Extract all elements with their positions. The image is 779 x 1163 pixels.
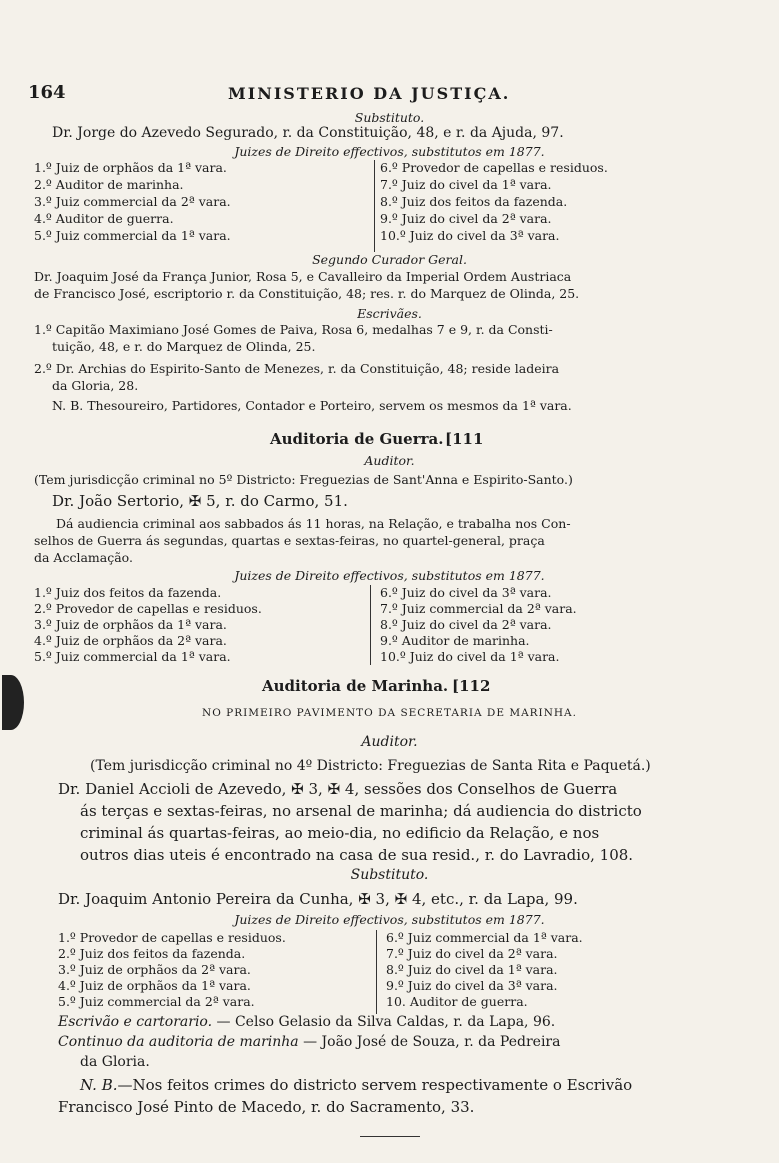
juiz-left: 1.º Provedor de capellas e residuos.	[58, 930, 286, 945]
marinha-substituto-heading: Substituto.	[350, 867, 429, 883]
escrivao-cartorario	[58, 1014, 555, 1030]
escrivao-line: da Gloria, 28.	[52, 378, 139, 393]
curador-line: de Francisco José, escriptorio r. da Constituição, 48; res. r. do Marquez de Olinda, 25.	[34, 286, 580, 301]
juizes-heading-1: Juizes de Direito effectivos, substitutos em 1877.	[234, 144, 545, 159]
guerra-auditor-line: Dr. João Sertorio, ✠ 5, r. do Carmo, 51.	[52, 492, 348, 510]
marinha-subtitle: NO PRIMEIRO PAVIMENTO DA SECRETARIA DE MARINHA.	[202, 707, 577, 719]
juiz-right: 6.º Provedor de capellas e residuos.	[380, 160, 608, 175]
continuo-line-2: da Gloria.	[80, 1054, 150, 1070]
nb-text: —Nos feitos crimes do districto servem respectivamente o Escrivão	[117, 1076, 633, 1094]
nb-note-1: N. B. Thesoureiro, Partidores, Contador e Porteiro, servem os mesmos da 1ª vara.	[52, 398, 572, 413]
marinha-jurisdiction: (Tem jurisdicção criminal no 4º Districto: Freguezias de Santa Rita e Paquetá.)	[90, 758, 651, 774]
marinha-ref: [112	[452, 677, 491, 695]
marinha-auditor-heading: Auditor.	[361, 734, 418, 750]
juiz-right: 7.º Juiz do civel da 1ª vara.	[380, 177, 552, 192]
juiz-right: 6.º Juiz do civel da 3ª vara.	[380, 585, 552, 600]
escrivao-label: Escrivão e cartorario.	[58, 1014, 213, 1030]
juiz-left: 5.º Juiz commercial da 1ª vara.	[34, 649, 231, 664]
curador-heading: Segundo Curador Geral.	[312, 252, 467, 267]
juiz-left: 4.º Auditor de guerra.	[34, 211, 174, 226]
juiz-left: 5.º Juiz commercial da 2ª vara.	[58, 994, 255, 1009]
juiz-right: 8.º Juiz dos feitos da fazenda.	[380, 194, 568, 209]
juiz-right: 8.º Juiz do civel da 2ª vara.	[380, 617, 552, 632]
column-divider-1	[374, 160, 375, 252]
marinha-auditor-line: outros dias uteis é encontrado na casa de sua resid., r. do Lavradio, 108.	[80, 846, 634, 864]
guerra-title: Auditoria de Guerra.	[270, 430, 444, 448]
column-divider-3	[376, 930, 377, 1014]
juiz-right: 10.º Juiz do civel da 1ª vara.	[380, 649, 560, 664]
continuo-value: — João José de Souza, r. da Pedreira	[303, 1034, 561, 1050]
juiz-left: 3.º Juiz de orphãos da 1ª vara.	[34, 617, 227, 632]
juiz-left: 2.º Provedor de capellas e residuos.	[34, 601, 262, 616]
guerra-audiencia-line: da Acclamação.	[34, 550, 133, 565]
marinha-substituto-line: Dr. Joaquim Antonio Pereira da Cunha, ✠ 3, ✠ 4, etc., r. da Lapa, 99.	[58, 890, 578, 908]
guerra-ref: [111	[445, 430, 484, 448]
juiz-left: 1.º Juiz dos feitos da fazenda.	[34, 585, 222, 600]
substituto-heading: Substituto.	[354, 110, 425, 125]
juiz-left: 3.º Juiz commercial da 2ª vara.	[34, 194, 231, 209]
nb-note-2	[80, 1076, 632, 1094]
continuo-line	[58, 1034, 560, 1050]
page-number: 164	[28, 82, 66, 103]
nb-label: N. B.	[80, 1076, 118, 1094]
juiz-right: 7.º Juiz do civel da 2ª vara.	[386, 946, 558, 961]
juiz-right: 8.º Juiz do civel da 1ª vara.	[386, 962, 558, 977]
marinha-title: Auditoria de Marinha.	[262, 677, 449, 695]
column-divider-2	[370, 585, 371, 665]
end-rule	[360, 1136, 420, 1137]
juiz-left: 2.º Juiz dos feitos da fazenda.	[58, 946, 246, 961]
marinha-auditor-line: Dr. Daniel Accioli de Azevedo, ✠ 3, ✠ 4, sessões dos Conselhos de Guerra	[58, 780, 618, 798]
juiz-right: 7.º Juiz commercial da 2ª vara.	[380, 601, 577, 616]
escrivaes-heading: Escrivães.	[357, 306, 422, 321]
guerra-audiencia-line: Dá audiencia criminal aos sabbados ás 11 horas, na Relação, e trabalha nos Con-	[56, 516, 571, 531]
guerra-juizes-heading: Juizes de Direito effectivos, substitutos em 1877.	[234, 568, 545, 583]
juiz-right: 9.º Juiz do civel da 2ª vara.	[380, 211, 552, 226]
juiz-right: 9.º Juiz do civel da 3ª vara.	[386, 978, 558, 993]
juiz-left: 5.º Juiz commercial da 1ª vara.	[34, 228, 231, 243]
juiz-left: 1.º Juiz de orphãos da 1ª vara.	[34, 160, 227, 175]
juiz-left: 4.º Juiz de orphãos da 1ª vara.	[58, 978, 251, 993]
escrivao-value: — Celso Gelasio da Silva Caldas, r. da Lapa, 96.	[216, 1014, 556, 1030]
guerra-auditor-heading: Auditor.	[364, 453, 415, 468]
marinha-juizes-heading: Juizes de Direito effectivos, substitutos em 1877.	[234, 912, 545, 927]
juiz-right: 6.º Juiz commercial da 1ª vara.	[386, 930, 583, 945]
juiz-right: 10. Auditor de guerra.	[386, 994, 528, 1009]
nb-note-2-line: Francisco José Pinto de Macedo, r. do Sacramento, 33.	[58, 1098, 475, 1116]
juiz-left: 4.º Juiz de orphãos da 2ª vara.	[34, 633, 227, 648]
marinha-auditor-line: criminal ás quartas-feiras, ao meio-dia, no edificio da Relação, e nos	[80, 824, 600, 842]
escrivao-line: 2.º Dr. Archias do Espirito-Santo de Menezes, r. da Constituição, 48; reside ladeira	[34, 361, 560, 376]
curador-line: Dr. Joaquim José da França Junior, Rosa 5, e Cavalleiro da Imperial Ordem Austriaca	[34, 269, 572, 284]
juiz-right: 9.º Auditor de marinha.	[380, 633, 530, 648]
juiz-right: 10.º Juiz do civel da 3ª vara.	[380, 228, 560, 243]
guerra-jurisdiction: (Tem jurisdicção criminal no 5º Districto: Freguezias de Sant'Anna e Espirito-Santo.)	[34, 472, 573, 487]
escrivao-line: tuição, 48, e r. do Marquez de Olinda, 25.	[52, 339, 316, 354]
juiz-left: 3.º Juiz de orphãos da 2ª vara.	[58, 962, 251, 977]
continuo-label: Continuo da auditoria de marinha	[58, 1034, 299, 1050]
binding-mark	[2, 675, 24, 730]
escrivao-line: 1.º Capitão Maximiano José Gomes de Paiva, Rosa 6, medalhas 7 e 9, r. da Consti-	[34, 322, 553, 337]
juiz-left: 2.º Auditor de marinha.	[34, 177, 184, 192]
guerra-audiencia-line: selhos de Guerra ás segundas, quartas e sextas-feiras, no quartel-general, praça	[34, 533, 545, 548]
running-title: MINISTERIO DA JUSTIÇA.	[228, 84, 511, 103]
substituto-line: Dr. Jorge do Azevedo Segurado, r. da Constituição, 48, e r. da Ajuda, 97.	[52, 125, 564, 141]
marinha-auditor-line: ás terças e sextas-feiras, no arsenal de marinha; dá audiencia do districto	[80, 802, 642, 820]
